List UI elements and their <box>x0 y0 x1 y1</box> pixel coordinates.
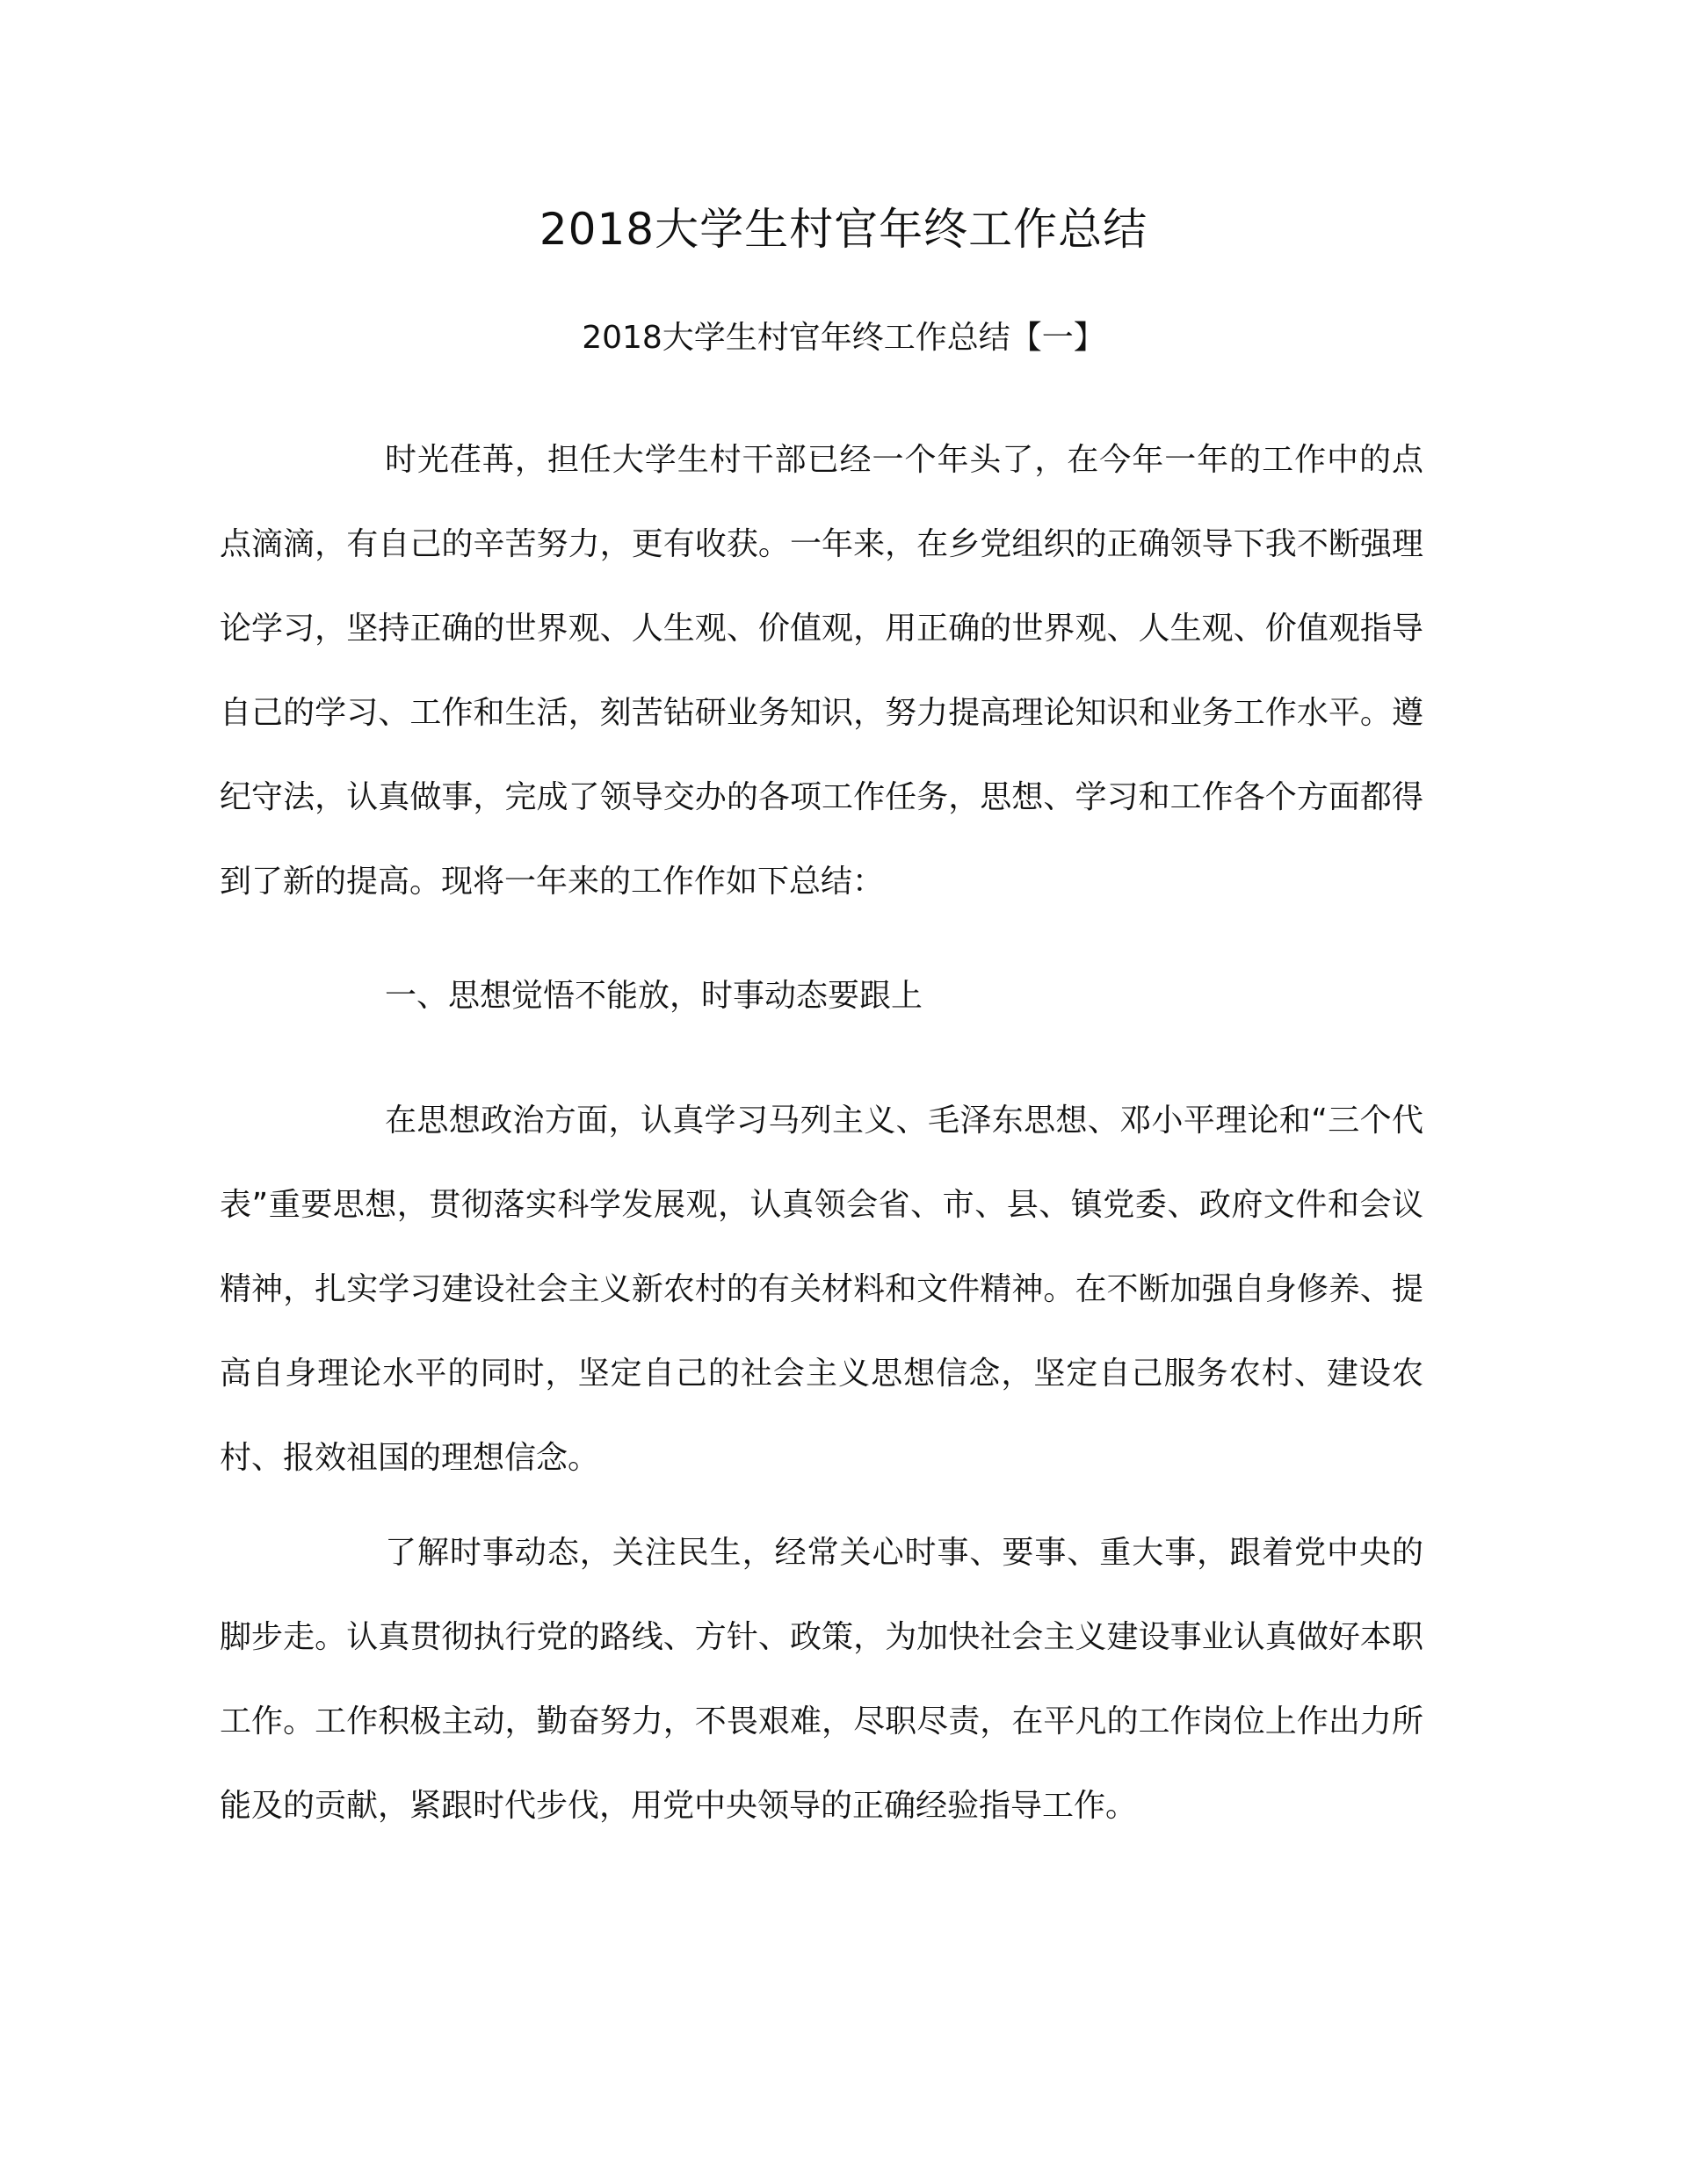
paragraph-current-affairs: 了解时事动态，关注民生，经常关心时事、要事、重大事，跟着党中央的脚步走。认真贯彻执行党的路线、方针、政策，为加快社会主义建设事业认真做好本职工作。工作积极主动，勤奋努力，不畏艰难，尽职尽责，在平凡的工作岗位上作出力所能及的贡献，紧跟时代步伐，用党中央领导的正确经验指导工作。 <box>220 1535 1423 1824</box>
section-heading-1: 一、思想觉悟不能放，时事动态要跟上 <box>385 978 923 1014</box>
document-subtitle: 2018大学生村官年终工作总结【一】 <box>582 320 1105 356</box>
paragraph-intro: 时光荏苒，担任大学生村干部已经一个年头了，在今年一年的工作中的点点滴滴，有自己的辛苦努力，更有收获。一年来，在乡党组织的正确领导下我不断强理论学习，坚持正确的世界观、人生观、价值观，用正确的世界观、人生观、价值观指导自己的学习、工作和生活，刻苦钻研业务知识，努力提高理论知识和业务工作水平。遵纪守法，认真做事，完成了领导交办的各项工作任务，思想、学习和工作各个方面都得到了新的提高。现将一年来的工作作如下总结： <box>220 442 1423 900</box>
document-title: 2018大学生村官年终工作总结 <box>539 204 1148 255</box>
paragraph-political-thought: 在思想政治方面，认真学习马列主义、毛泽东思想、邓小平理论和“三个代表”重要思想，贯彻落实科学发展观，认真领会省、市、县、镇党委、政府文件和会议精神，扎实学习建设社会主义新农村的有关材料和文件精神。在不断加强自身修养、提高自身理论水平的同时，坚定自己的社会主义思想信念，坚定自己服务农村、建设农村、报效祖国的理想信念。 <box>220 1103 1423 1476</box>
